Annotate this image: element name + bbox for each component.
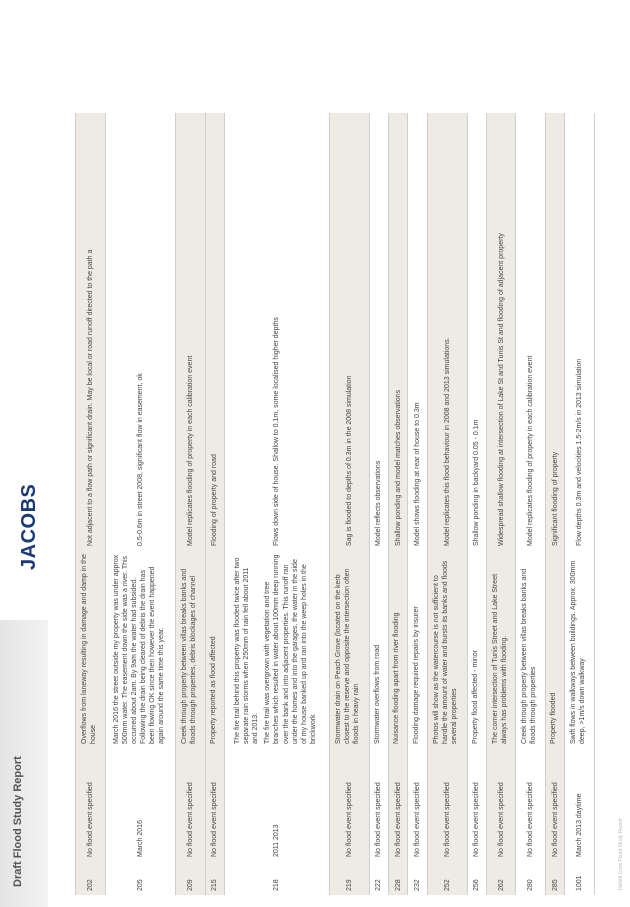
- observation-paragraph: Property reported as flood affected: [209, 636, 217, 744]
- row-model-cell: 0.5-0.6m in street 2008, significant flow in easement, ok: [105, 113, 176, 550]
- observation-paragraph: Nuisance flooding apart from river flooding: [393, 612, 401, 744]
- row-observation-cell: [467, 550, 486, 748]
- table-row: [546, 113, 565, 895]
- observations-table: [75, 113, 595, 895]
- table-row: [389, 113, 408, 895]
- row-date-cell: No flood event specified: [329, 748, 369, 861]
- row-observation-cell: [369, 550, 388, 748]
- row-id-cell: 1001: [565, 861, 595, 895]
- row-id-cell: 209: [176, 861, 206, 895]
- table-row: [369, 113, 388, 895]
- row-observation-cell: [205, 550, 224, 748]
- table-row: [516, 113, 546, 895]
- table-row: [565, 113, 595, 895]
- table-row: [105, 113, 176, 895]
- observation-paragraph: Property flooded: [550, 692, 558, 744]
- table-row: [176, 113, 206, 895]
- row-date-cell: No flood event specified: [205, 748, 224, 861]
- row-id-cell: 215: [205, 861, 224, 895]
- table-row: [408, 113, 427, 895]
- row-model-cell: Shallow ponding and model matches observations: [389, 113, 408, 550]
- row-observation-cell: [225, 550, 330, 748]
- observation-paragraph: Creek through property between villas breaks banks and floods through properties: [521, 568, 538, 744]
- jacobs-logo: JACOBS: [18, 483, 40, 570]
- observation-paragraph: Stormwater overflows from road: [373, 644, 381, 744]
- observation-paragraph: March 2016 the street outside my property was under approx 500mm water. The easement down the side was a river. This occurred about 2am. By 9am the water had subsided. Following the drain being cleared of debris the drain has been flowing OK since then however the event happened again around the same time this year.: [112, 554, 166, 744]
- table-row: [205, 113, 224, 895]
- row-date-cell: No flood event specified: [516, 748, 546, 861]
- row-date-cell: No flood event specified: [389, 748, 408, 861]
- row-model-cell: Model shows flooding at rear of house to 0.3m: [408, 113, 427, 550]
- row-model-cell: Widespread shallow flooding at intersection of Lake St and Tunis St and flooding of adjacent property: [486, 113, 516, 550]
- row-date-cell: No flood event specified: [369, 748, 388, 861]
- observation-paragraph: The fire trail behind this property was flooded twice after two separate rain storms when 250mm of rain fell about 2011 and 2013.: [234, 557, 260, 744]
- table-row: [329, 113, 369, 895]
- observation-paragraph: Property flood affected - minor: [471, 649, 479, 744]
- row-id-cell: 256: [467, 861, 486, 895]
- row-id-cell: 219: [329, 861, 369, 895]
- row-observation-cell: [565, 550, 595, 748]
- observations-table-container: [75, 113, 595, 895]
- observation-paragraph: Creek through property between villas breaks banks and floods through properties, debris blockages of channel: [180, 568, 198, 744]
- row-id-cell: 202: [76, 861, 106, 895]
- row-model-cell: Not adjacent to a flow path or significant drain. May be local or road runoff directed to the path a: [76, 113, 106, 550]
- table-row: [76, 113, 106, 895]
- row-observation-cell: [516, 550, 546, 748]
- row-model-cell: Shallow ponding in backyard 0.05 - 0.1m: [467, 113, 486, 550]
- row-model-cell: Model replicates flooding of property in each calibration event: [176, 113, 206, 550]
- row-observation-cell: [389, 550, 408, 748]
- observation-paragraph: Flooding damage required repairs by insurer: [412, 606, 420, 744]
- row-id-cell: 280: [516, 861, 546, 895]
- row-id-cell: 232: [408, 861, 427, 895]
- observation-paragraph: Photos will show as the watercourse is not sufficient to handle the amount of water and bursts its banks and floods several properties: [432, 560, 459, 744]
- row-model-cell: Model replicates this flood behaviour in 2008 and 2013 simulations.: [427, 113, 467, 550]
- row-model-cell: Sag is flooded to depths of 0.3m in the 2008 simulation: [329, 113, 369, 550]
- row-observation-cell: [176, 550, 206, 748]
- footer-note: Hallett Cove Flood Study Report: [618, 818, 624, 890]
- row-observation-cell: [427, 550, 467, 748]
- row-id-cell: 285: [546, 861, 565, 895]
- row-date-cell: No flood event specified: [76, 748, 106, 861]
- row-date-cell: No flood event specified: [427, 748, 467, 861]
- observation-paragraph: Stormwater drain on Peach Grove (located on the kerb closest to the reserve and opposite the intersection often floods in heavy rain: [335, 568, 361, 744]
- row-date-cell: No flood event specified: [467, 748, 486, 861]
- row-date-cell: No flood event specified: [546, 748, 565, 861]
- header-band: [0, 620, 48, 907]
- row-model-cell: Flow depths 0.3m and velocities 1.5-2m/s in 2013 simulation: [565, 113, 595, 550]
- row-observation-cell: [105, 550, 176, 748]
- row-id-cell: 205: [105, 861, 176, 895]
- row-id-cell: 252: [427, 861, 467, 895]
- observation-paragraph: Swift flows in walkways between buildings. Approx. 300mm deep, >1m/s down walkway: [570, 560, 587, 744]
- report-title: Draft Flood Study Report: [12, 756, 24, 887]
- table-row: [427, 113, 467, 895]
- row-id-cell: 262: [486, 861, 516, 895]
- row-id-cell: 222: [369, 861, 388, 895]
- row-observation-cell: [76, 550, 106, 748]
- row-date-cell: No flood event specified: [486, 748, 516, 861]
- row-id-cell: 218: [225, 861, 330, 895]
- row-date-cell: No flood event specified: [176, 748, 206, 861]
- table-row: [467, 113, 486, 895]
- row-observation-cell: [408, 550, 427, 748]
- row-observation-cell: [329, 550, 369, 748]
- table-row: [225, 113, 330, 895]
- table-row: [486, 113, 516, 895]
- observation-paragraph: The fire trail was overgrown with vegetation and tree branches which resulted in water about 100mm deep running over the bank and into adjacent properties. This runoff ran under the homes and into the garages, the water in the side of my house banked up and ran into the weep holes in the brickwork: [264, 554, 317, 744]
- row-date-cell: 2011 2013: [225, 748, 330, 861]
- observation-paragraph: Overflows from laneway resulting in damage and damp in the house: [80, 554, 97, 744]
- row-observation-cell: [546, 550, 565, 748]
- row-date-cell: March 2013 daytime: [565, 748, 595, 861]
- row-date-cell: No flood event specified: [408, 748, 427, 861]
- observation-paragraph: The corner intersection of Tunis Street and Lake Street always has problems with flooding.: [491, 573, 508, 744]
- row-model-cell: Flooding of property and road: [205, 113, 224, 550]
- row-model-cell: Model reflects observations: [369, 113, 388, 550]
- row-id-cell: 228: [389, 861, 408, 895]
- row-model-cell: Significant flooding of property: [546, 113, 565, 550]
- row-model-cell: Flows down side of house. Shallow to 0.1m, some localised higher depths: [225, 113, 330, 550]
- row-model-cell: Model replicates flooding of property in each calibration event: [516, 113, 546, 550]
- row-observation-cell: [486, 550, 516, 748]
- row-date-cell: March 2016: [105, 748, 176, 861]
